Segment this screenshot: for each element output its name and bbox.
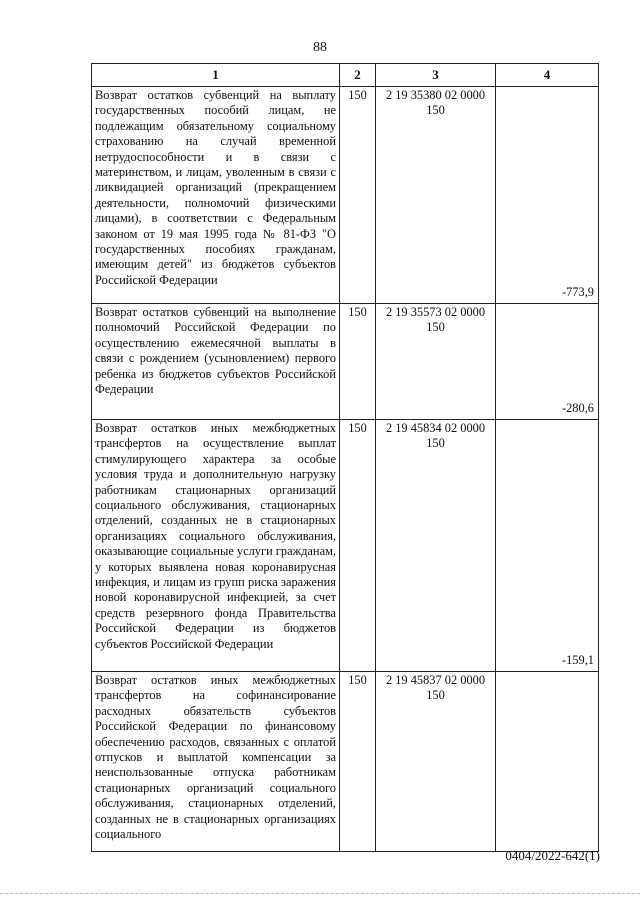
table-row (92, 672, 599, 852)
row-admin-code: 150 (340, 87, 376, 304)
row-kbk-code: 2 19 45834 02 0000 150 (376, 420, 496, 672)
column-header-2: 2 (340, 64, 376, 87)
row-description: Возврат остатков иных межбюджетных трансфертов на софинансирование расходных обязательств субъектов Российской Федерации по финансовому обеспечению расходов, связанных с оплатой отпусков и выплатой компенсации за неиспользованные отпуска работникам стационарных организаций социального обслуживания, стационарных отделений, созданных не в стационарных организациях социального (92, 672, 340, 852)
column-header-3: 3 (376, 64, 496, 87)
document-registration-code: 0404/2022-642(1) (505, 848, 600, 863)
row-admin-code: 150 (340, 672, 376, 852)
table-row (92, 304, 599, 420)
row-amount: -773,9 (496, 87, 599, 304)
budget-table (91, 63, 599, 852)
table-row (92, 87, 599, 304)
table-header-row (92, 64, 599, 87)
page-number: 88 (313, 40, 327, 55)
scan-edge-divider (0, 893, 640, 894)
row-amount: -159,1 (496, 420, 599, 672)
row-description: Возврат остатков субвенций на выполнение полномочий Российской Федерации по осуществлению ежемесячной выплаты в связи с рождением (усыновлением) первого ребенка из бюджетов субъектов Российской Федерации (92, 304, 340, 420)
row-description: Возврат остатков субвенций на выплату государственных пособий лицам, не подлежащим обязательному социальному страхованию на случай временной нетрудоспособности и в связи с материнством, и лицам, уволенным в связи с ликвидацией организаций (прекращением деятельности, полномочий физическими лицами), в соответствии с Федеральным законом от 19 мая 1995 года № 81-ФЗ "О государственных пособиях гражданам, имеющим детей" из бюджетов субъектов Российской Федерации (92, 87, 340, 304)
row-admin-code: 150 (340, 304, 376, 420)
row-kbk-code: 2 19 35573 02 0000 150 (376, 304, 496, 420)
row-kbk-code: 2 19 45837 02 0000 150 (376, 672, 496, 852)
row-amount (496, 672, 599, 852)
row-description: Возврат остатков иных межбюджетных трансфертов на осуществление выплат стимулирующего характера за особые условия труда и дополнительную нагрузку работникам стационарных организаций социального обслуживания, стационарных отделений, созданных не в стационарных организациях социального обслуживания, оказывающие социальные услуги гражданам, у которых выявлена новая коронавирусная инфекция, и лицам из групп риска заражения новой коронавирусной инфекцией, за счет средств резервного фонда Правительства Российской Федерации из бюджетов субъектов Российской Федерации (92, 420, 340, 672)
row-kbk-code: 2 19 35380 02 0000 150 (376, 87, 496, 304)
table-row (92, 420, 599, 672)
column-header-4: 4 (496, 64, 599, 87)
column-header-1: 1 (92, 64, 340, 87)
row-admin-code: 150 (340, 420, 376, 672)
row-amount: -280,6 (496, 304, 599, 420)
